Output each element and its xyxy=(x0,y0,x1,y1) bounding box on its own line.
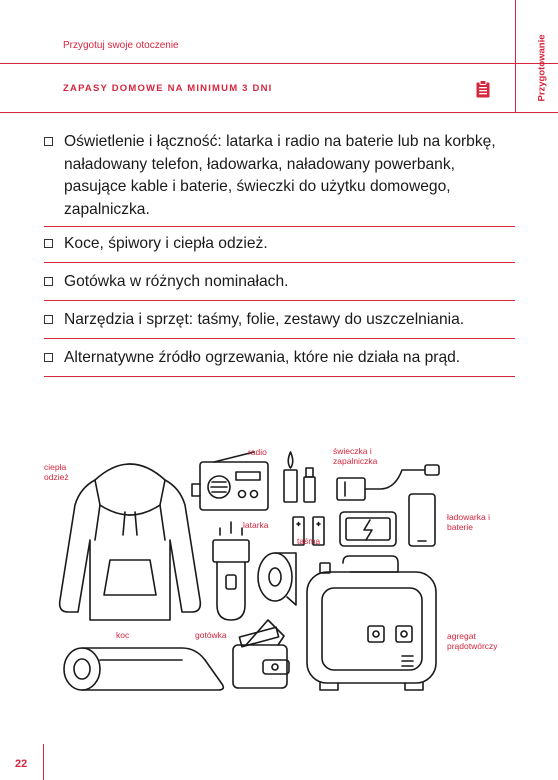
label-wallet: gotówka xyxy=(195,630,227,640)
flashlight-icon xyxy=(213,522,249,620)
side-tab-label: Przygotowanie xyxy=(536,34,548,102)
label-radio: radio xyxy=(248,447,267,457)
wallet-icon xyxy=(233,620,289,688)
label-hoodie: ciepła odzież xyxy=(44,462,69,482)
hoodie-icon xyxy=(60,464,201,620)
label-blanket: koc xyxy=(116,630,130,640)
label-tape: taśma xyxy=(297,536,321,546)
checklist-item-text: Koce, śpiwory i ciepła odzież. xyxy=(64,235,268,252)
checklist-item-text: Alternatywne źródło ogrzewania, które nie działa na prąd. xyxy=(64,349,461,366)
phone-icon xyxy=(409,494,435,546)
powerbank-icon xyxy=(340,512,396,546)
checklist-item-text: Gotówka w różnych nominałach. xyxy=(64,273,289,290)
label-flashlight: latarka xyxy=(243,520,269,530)
radio-icon xyxy=(192,452,268,510)
checklist-item-text: Narzędzia i sprzęt: taśmy, folie, zestawy do uszczelniania. xyxy=(64,311,465,328)
checklist-item-text: Oświetlenie i łączność: latarka i radio na baterie lub na korbkę, naładowany telefon, ładowarka, naładowany powerbank, pasujące kable i baterie, świeczki do użytku domowego, zapalniczka. xyxy=(64,133,496,218)
label-candle: świeczka i zapalniczka xyxy=(333,446,378,466)
label-charger: ładowarka i baterie xyxy=(447,512,490,532)
breadcrumb: Przygotuj swoje otoczenie xyxy=(63,40,179,51)
candle-icon xyxy=(284,452,315,502)
footer-divider xyxy=(43,744,44,780)
generator-icon xyxy=(307,556,436,690)
section-title: ZAPASY DOMOWE NA MINIMUM 3 DNI xyxy=(63,83,273,94)
tape-icon xyxy=(258,553,296,605)
blanket-icon xyxy=(64,648,223,690)
page-number: 22 xyxy=(15,758,28,770)
label-generator: agregat prądotwórczy xyxy=(447,631,498,651)
